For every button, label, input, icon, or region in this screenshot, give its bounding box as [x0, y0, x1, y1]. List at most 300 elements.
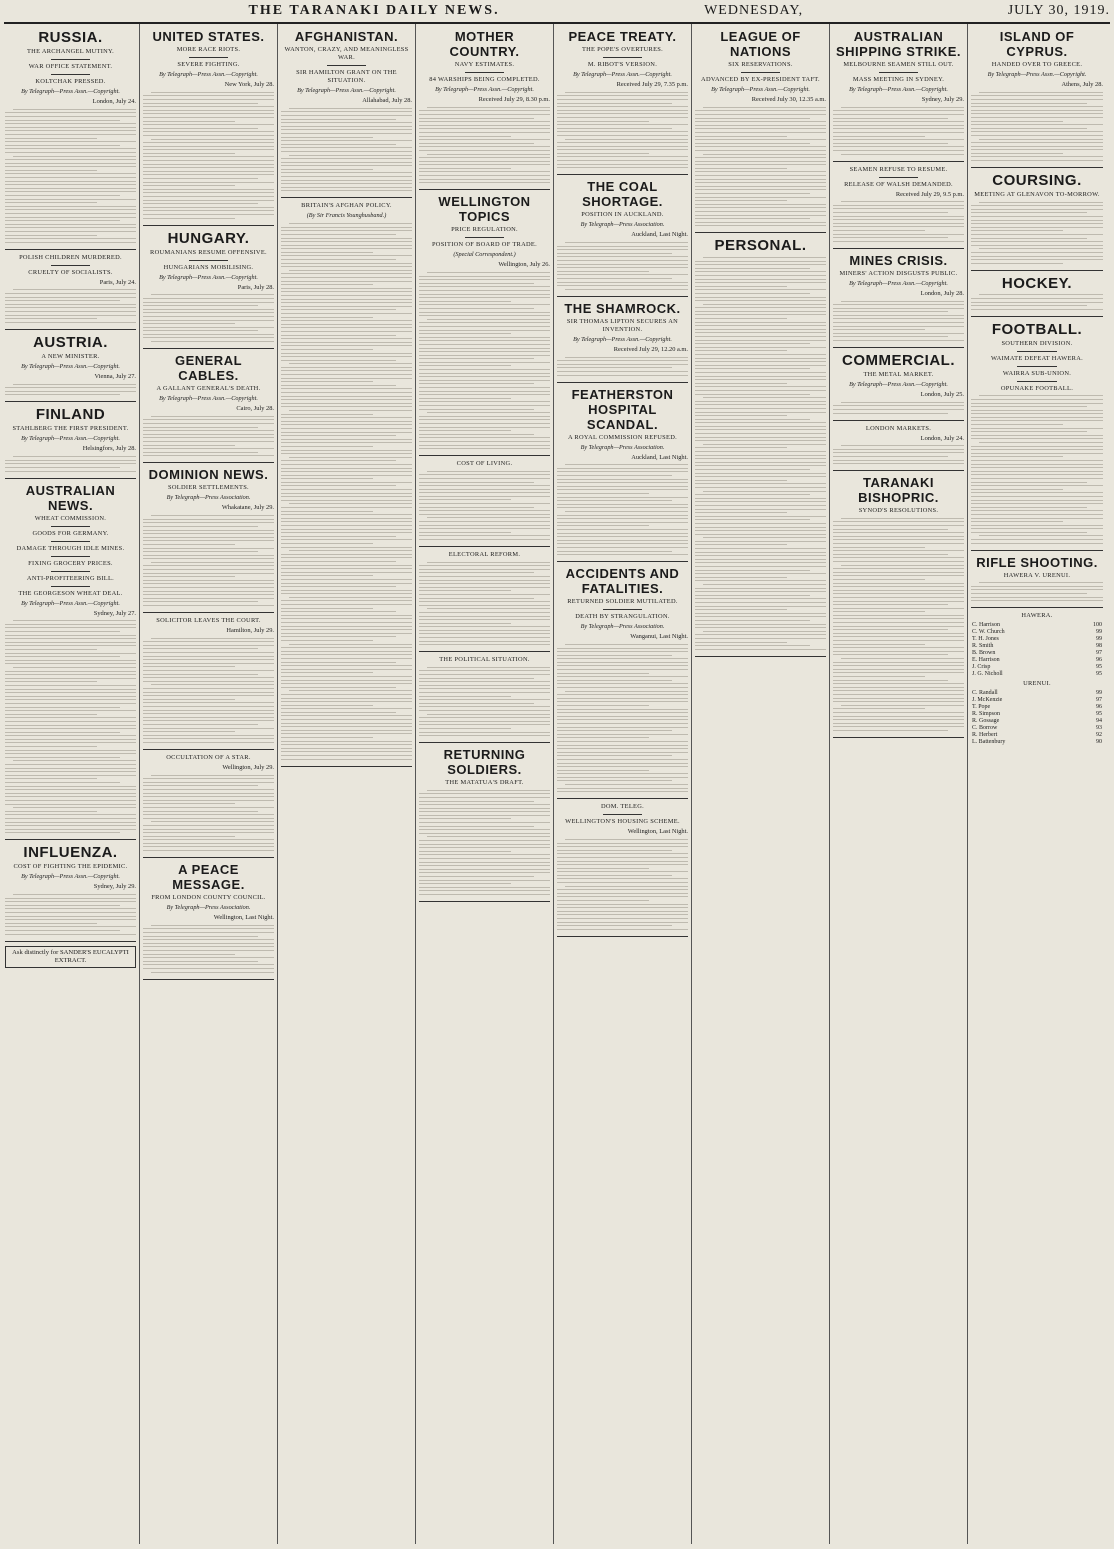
section-divider	[971, 167, 1103, 168]
text-line	[695, 562, 826, 563]
text-line	[971, 117, 1103, 118]
article-subheading: ADVANCED BY EX-PRESIDENT TAFT.	[701, 76, 820, 83]
column-4	[416, 24, 554, 1544]
article-subheading: THE POPE'S OVERTURES.	[581, 46, 664, 53]
text-line	[695, 462, 826, 463]
text-line	[281, 291, 412, 292]
text-line	[5, 645, 136, 646]
text-line	[841, 445, 964, 446]
text-line	[833, 234, 964, 235]
text-line	[151, 294, 274, 295]
text-line	[695, 440, 826, 441]
text-line	[281, 572, 412, 573]
text-line	[419, 692, 550, 693]
text-line	[281, 144, 396, 145]
text-line	[695, 179, 826, 180]
text-line	[281, 406, 412, 407]
text-line	[281, 302, 412, 303]
shooter-name: R. Smith	[972, 643, 994, 650]
text-line	[833, 449, 964, 450]
text-line	[971, 489, 1063, 490]
section-divider	[419, 901, 550, 902]
text-line	[557, 121, 649, 122]
text-line	[281, 496, 412, 497]
shooter-score: 95	[1096, 664, 1102, 671]
text-line	[281, 665, 412, 666]
shooter-name: C. Borrow	[972, 725, 998, 732]
article-byline: By Telegraph—Press Association.	[166, 494, 251, 502]
text-line	[557, 723, 688, 724]
text-line	[557, 755, 672, 756]
text-line	[695, 386, 826, 387]
text-line	[419, 826, 534, 827]
text-line	[5, 235, 97, 236]
text-line	[5, 195, 120, 196]
text-line	[419, 569, 550, 570]
text-line	[143, 156, 274, 157]
text-line	[419, 441, 550, 442]
text-line	[695, 182, 826, 183]
text-line	[5, 934, 136, 935]
text-line	[143, 717, 274, 718]
text-line	[5, 145, 120, 146]
article-body	[557, 242, 688, 290]
text-line	[143, 569, 274, 570]
text-line	[143, 932, 274, 933]
text-line	[833, 554, 948, 555]
text-line	[695, 544, 787, 545]
text-line	[419, 294, 550, 295]
text-line	[281, 532, 412, 533]
text-line	[143, 656, 274, 657]
text-line	[5, 112, 136, 113]
text-line	[281, 719, 412, 720]
text-line	[557, 673, 649, 674]
text-line	[143, 968, 274, 969]
text-line	[557, 518, 688, 519]
text-line	[833, 618, 964, 619]
article-subheading: KOLTCHAK PRESSED.	[35, 78, 106, 85]
text-line	[281, 324, 412, 325]
text-line	[281, 169, 373, 170]
text-line	[281, 360, 396, 361]
text-line	[695, 164, 826, 165]
text-line	[151, 416, 274, 417]
text-line	[419, 612, 550, 613]
text-line	[833, 568, 964, 569]
text-line	[557, 164, 688, 165]
text-line	[419, 539, 550, 540]
text-line	[695, 125, 826, 126]
text-line	[833, 723, 964, 724]
text-line	[5, 717, 136, 718]
text-line	[833, 139, 964, 140]
text-line	[281, 701, 412, 702]
text-line	[419, 644, 550, 645]
text-line	[971, 597, 1103, 598]
text-line	[151, 341, 274, 342]
text-line	[833, 708, 925, 709]
shooter-name: T. H. Jones	[972, 636, 999, 643]
article-dateline: Auckland, Last Night.	[631, 231, 688, 239]
text-line	[419, 851, 511, 852]
text-line	[419, 808, 550, 809]
text-line	[971, 514, 1103, 515]
text-line	[971, 424, 1063, 425]
article-headline: FOOTBALL.	[991, 320, 1083, 338]
text-line	[695, 307, 826, 308]
text-line	[143, 785, 258, 786]
text-line	[703, 631, 826, 632]
text-line	[971, 160, 1103, 161]
text-line	[281, 147, 412, 148]
text-line	[557, 117, 688, 118]
article	[695, 29, 826, 226]
text-line	[5, 638, 136, 639]
article-headline: THE COAL SHORTAGE.	[582, 179, 663, 210]
text-line	[833, 311, 948, 312]
shooter-score: 99	[1096, 690, 1102, 697]
article-subheading: SIX RESERVATIONS.	[728, 61, 793, 68]
text-line	[419, 633, 550, 634]
text-line	[289, 270, 412, 271]
article-subheading: FIXING GROCERY PRICES.	[28, 559, 113, 567]
article	[557, 566, 688, 792]
article-dateline: Cairo, July 28.	[236, 405, 274, 413]
article	[833, 352, 964, 414]
article-subheading: THE GEORGESON WHEAT DEAL.	[18, 589, 123, 597]
text-line	[841, 301, 964, 302]
shooter-name: J. McKenzie	[972, 697, 1003, 704]
text-line	[557, 160, 688, 161]
text-line	[695, 350, 787, 351]
text-line	[427, 107, 550, 108]
text-line	[557, 709, 688, 710]
article-dateline: Vienna, July 27.	[94, 372, 136, 380]
text-line	[143, 814, 274, 815]
divider	[51, 571, 90, 572]
article	[833, 425, 964, 465]
text-line	[557, 680, 672, 681]
text-line	[557, 479, 688, 480]
text-line	[143, 573, 274, 574]
text-line	[143, 778, 274, 779]
text-line	[13, 456, 136, 457]
text-line	[695, 588, 826, 589]
article-subheading: DEATH BY STRANGULATION.	[575, 613, 670, 621]
text-line	[833, 719, 964, 720]
score-row	[971, 629, 1103, 636]
article	[419, 460, 550, 540]
article-headline: AUSTRIA.	[33, 333, 108, 351]
text-line	[419, 398, 511, 399]
text-line	[419, 883, 511, 884]
text-line	[143, 153, 235, 154]
text-line	[833, 216, 964, 217]
text-line	[703, 537, 826, 538]
text-line	[557, 103, 672, 104]
text-line	[557, 929, 688, 930]
text-line	[557, 475, 672, 476]
text-line	[695, 566, 826, 567]
text-line	[971, 593, 1087, 594]
text-line	[5, 163, 136, 164]
text-line	[695, 297, 826, 298]
shooter-name: R. Simpson	[972, 711, 1001, 718]
text-line	[143, 185, 235, 186]
text-line	[281, 180, 412, 181]
article-subheading: A NEW MINISTER.	[41, 352, 100, 360]
text-line	[971, 453, 1103, 454]
article-dateline: Hamilton, July 29.	[226, 627, 274, 634]
text-line	[833, 583, 964, 584]
divider	[189, 260, 228, 261]
text-line	[557, 705, 649, 706]
text-line	[971, 600, 1103, 601]
text-line	[557, 367, 672, 368]
article-byline: By Telegraph—Press Assn.—Copyright.	[159, 273, 258, 281]
article-dateline: Received July 29, 12.20 a.m.	[613, 345, 688, 353]
text-line	[695, 473, 826, 474]
article-body	[557, 644, 688, 792]
article-body	[419, 471, 550, 540]
text-line	[695, 447, 787, 448]
text-line	[5, 721, 136, 722]
text-line	[695, 451, 826, 452]
text-line	[695, 146, 826, 147]
text-line	[5, 757, 120, 758]
section-divider	[833, 737, 964, 738]
text-line	[281, 295, 412, 296]
article-headline: UNITED STATES.	[152, 29, 265, 44]
text-line	[695, 322, 826, 323]
article-subheading: A ROYAL COMMISSION REFUSED.	[567, 433, 678, 441]
score-row	[971, 664, 1103, 671]
article-subheading: RETURNED SOLDIER MUTILATED.	[567, 598, 678, 606]
text-line	[557, 676, 688, 677]
article-dateline: London, July 25.	[920, 391, 964, 399]
text-line	[419, 880, 550, 881]
text-line	[557, 468, 688, 469]
text-line	[971, 500, 1103, 501]
text-line	[143, 832, 274, 833]
article	[971, 555, 1103, 602]
text-line	[557, 741, 688, 742]
text-line	[695, 347, 826, 348]
text-line	[143, 533, 274, 534]
text-line	[695, 376, 826, 377]
text-line	[971, 227, 1103, 228]
article-byline: By Telegraph—Press Association.	[166, 904, 251, 912]
text-line	[695, 523, 826, 524]
text-line	[695, 200, 787, 201]
article-subheading: THE MATATUA'S DRAFT.	[445, 779, 524, 787]
article-subheading: MASS MEETING IN SYDNEY.	[852, 76, 945, 83]
text-line	[695, 494, 810, 495]
article-byline: By Telegraph—Press Assn.—Copyright.	[987, 71, 1087, 78]
text-line	[281, 751, 412, 752]
article-dateline: Received July 29, 9.5 p.m.	[895, 190, 964, 198]
text-line	[143, 452, 258, 453]
text-line	[281, 715, 412, 716]
text-line	[281, 521, 412, 522]
text-line	[695, 222, 826, 223]
text-line	[695, 541, 826, 542]
divider	[741, 72, 780, 73]
text-line	[971, 106, 1103, 107]
text-line	[833, 604, 948, 605]
text-line	[281, 353, 412, 354]
text-line	[695, 408, 826, 409]
article	[695, 237, 826, 649]
text-line	[281, 115, 412, 116]
text-line	[281, 529, 412, 530]
text-line	[703, 304, 826, 305]
text-line	[833, 651, 964, 652]
article-body	[971, 92, 1103, 161]
article-byline: By Telegraph—Press Assn.—Copyright.	[849, 381, 948, 389]
text-line	[557, 131, 688, 132]
text-line	[557, 780, 672, 781]
article-byline: (Special Correspondent.)	[453, 251, 516, 259]
text-line	[5, 775, 136, 776]
text-line	[143, 445, 235, 446]
text-line	[557, 113, 688, 114]
shooter-name: C. Harrison	[972, 622, 1000, 629]
text-line	[281, 647, 412, 648]
text-line	[695, 300, 826, 301]
score-row	[971, 739, 1103, 746]
divider	[603, 609, 642, 610]
text-line	[281, 493, 412, 494]
text-line	[143, 961, 258, 962]
text-line	[833, 579, 925, 580]
team-name: HAWERA.	[1021, 612, 1053, 620]
text-line	[143, 113, 274, 114]
text-line	[695, 559, 826, 560]
text-line	[565, 92, 688, 93]
text-line	[419, 872, 550, 873]
article-body	[971, 395, 1103, 543]
text-line	[695, 372, 826, 373]
text-line	[695, 286, 787, 287]
article	[971, 172, 1103, 264]
text-line	[833, 529, 948, 530]
text-line	[979, 139, 1103, 140]
text-line	[419, 358, 534, 359]
text-line	[419, 590, 511, 591]
shooter-name: B. Brown	[972, 650, 996, 657]
text-line	[281, 500, 412, 501]
text-line	[419, 598, 534, 599]
article-body	[5, 894, 136, 935]
text-line	[557, 554, 688, 555]
text-line	[971, 532, 1087, 533]
text-line	[971, 95, 1103, 96]
text-line	[695, 465, 826, 466]
text-line	[419, 304, 550, 305]
text-line	[557, 543, 688, 544]
section-divider	[281, 197, 412, 198]
text-line	[833, 230, 925, 231]
text-line	[419, 312, 550, 313]
text-line	[695, 110, 826, 111]
text-line	[557, 701, 688, 702]
text-line	[419, 580, 550, 581]
text-line	[143, 605, 274, 606]
article-byline: By Telegraph—Press Assn.—Copyright.	[297, 87, 396, 94]
text-line	[143, 99, 274, 100]
text-line	[979, 442, 1103, 443]
text-line	[703, 397, 826, 398]
article	[143, 353, 274, 456]
text-line	[5, 930, 120, 931]
text-line	[419, 706, 550, 707]
text-line	[281, 281, 412, 282]
article-dateline: Wellington, July 26.	[498, 261, 550, 269]
text-line	[557, 167, 688, 168]
text-line	[13, 807, 136, 808]
text-line	[419, 362, 550, 363]
section-divider	[557, 561, 688, 562]
text-line	[5, 822, 136, 823]
text-line	[419, 369, 550, 370]
shooter-score: 99	[1096, 636, 1102, 643]
shooter-score: 90	[1096, 739, 1102, 746]
text-line	[5, 242, 136, 243]
text-line	[557, 149, 688, 150]
article-dateline: Paris, July 24.	[99, 278, 136, 286]
text-line	[419, 583, 550, 584]
text-line	[427, 272, 550, 273]
article	[419, 747, 550, 895]
text-line	[5, 678, 136, 679]
text-line	[281, 705, 373, 706]
divider	[51, 541, 90, 542]
text-line	[833, 698, 964, 699]
article	[143, 617, 274, 743]
text-line	[281, 468, 412, 469]
column-3	[278, 24, 416, 1544]
text-line	[419, 862, 550, 863]
text-line	[281, 187, 412, 188]
text-line	[833, 409, 964, 410]
text-line	[143, 103, 258, 104]
article-headline: THE SHAMROCK.	[564, 300, 681, 316]
text-line	[5, 635, 136, 636]
text-line	[143, 135, 274, 136]
text-line	[971, 460, 1103, 461]
text-line	[289, 108, 412, 109]
text-line	[971, 238, 1087, 239]
article-dateline: Received July 29, 7.35 p.m.	[616, 81, 688, 89]
text-line	[281, 183, 412, 184]
text-line	[151, 515, 274, 516]
article-body	[5, 620, 136, 833]
text-line	[419, 161, 550, 162]
text-line	[5, 173, 136, 174]
text-line	[281, 309, 396, 310]
text-line	[281, 158, 412, 159]
text-line	[833, 315, 964, 316]
text-line	[143, 330, 258, 331]
text-line	[557, 536, 688, 537]
article-subheading: SOLDIER SETTLEMENTS.	[168, 484, 249, 492]
text-line	[695, 289, 826, 290]
text-line	[971, 446, 1103, 447]
text-line	[419, 380, 550, 381]
text-line	[695, 128, 826, 129]
